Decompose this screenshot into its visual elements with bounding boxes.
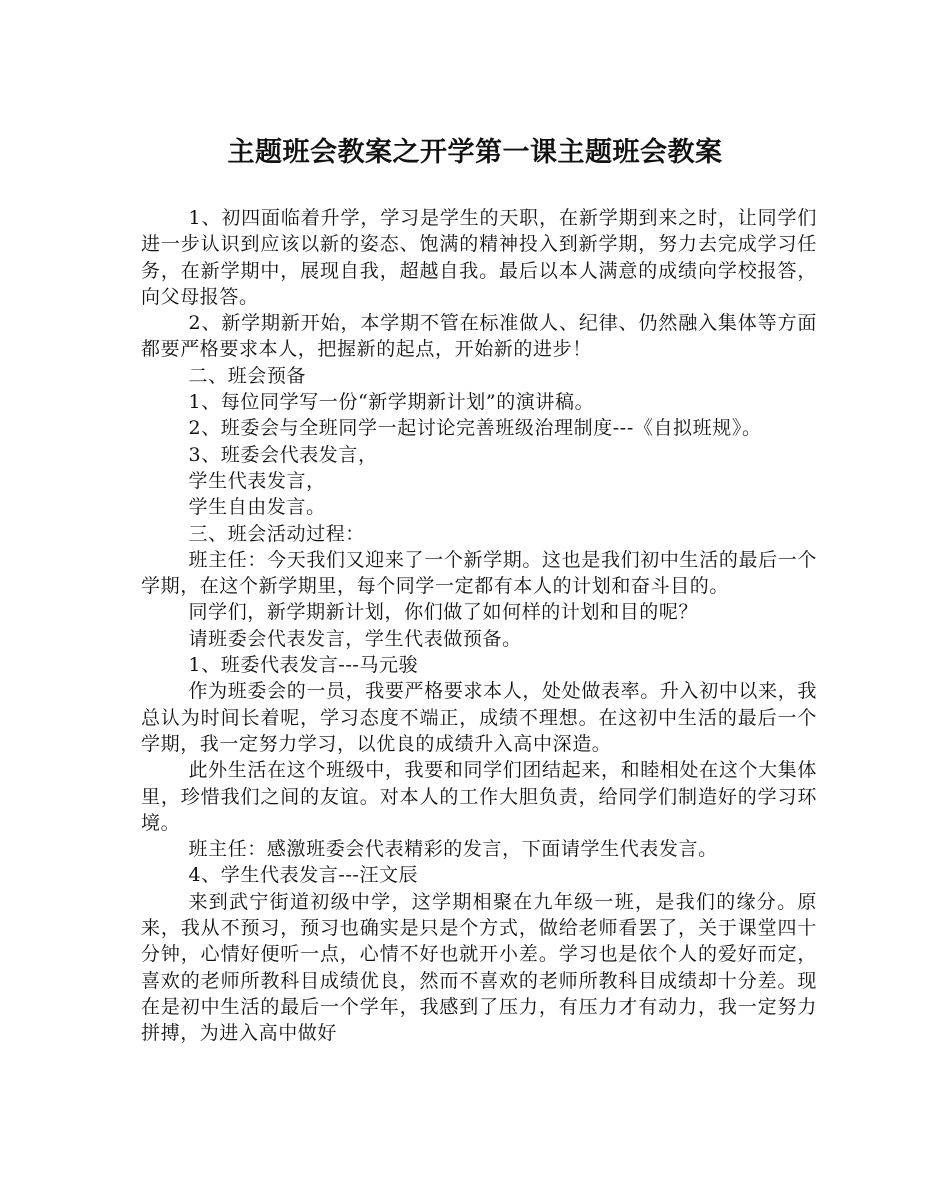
paragraph: 班主任：今天我们又迎来了一个新学期。这也是我们初中生活的最后一个学期，在这个新学期里，每个同学一定都有本人的计划和奋斗目的。 xyxy=(141,548,817,598)
paragraph: 班主任：感激班委会代表精彩的发言，下面请学生代表发言。 xyxy=(188,838,718,861)
paragraph: 学生自由发言。 xyxy=(188,496,326,519)
paragraph: 2、新学期新开始，本学期不管在标准做人、纪律、仍然融入集体等方面都要严格要求本人，把握新的起点，开始新的进步！ xyxy=(141,312,817,361)
document-title: 主题班会教案之开学第一课主题班会教案 xyxy=(227,137,723,168)
document-body xyxy=(141,205,817,1047)
section-heading: 三、班会活动过程： xyxy=(188,522,365,545)
paragraph: 4、学生代表发言---汪文辰 xyxy=(188,864,419,887)
paragraph: 请班委会代表发言，学生代表做预备。 xyxy=(188,627,522,650)
paragraph: 2、班委会与全班同学一起讨论完善班级治理制度---《自拟班规》。 xyxy=(188,417,762,440)
paragraph: 1、初四面临着升学，学习是学生的天职，在新学期到来之时，让同学们进一步认识到应该以新的姿态、饱满的精神投入到新学期，努力去完成学习任务，在新学期中，展现自我，超越自我。最后以本人满意的成绩向学校报答，向父母报答。 xyxy=(141,207,817,308)
section-heading: 二、班会预备 xyxy=(188,364,307,387)
paragraph: 1、班委代表发言---马元骏 xyxy=(188,654,419,677)
paragraph: 作为班委会的一员，我要严格要求本人，处处做表率。升入初中以来，我总认为时间长着呢，学习态度不端正，成绩不理想。在这初中生活的最后一个学期，我一定努力学习，以优良的成绩升入高中深造。 xyxy=(141,680,817,755)
paragraph: 同学们，新学期新计划，你们做了如何样的计划和目的呢？ xyxy=(188,601,699,624)
paragraph: 来到武宁街道初级中学，这学期相聚在九年级一班，是我们的缘分。原来，我从不预习，预习也确实是只是个方式，做给老师看罢了，关于课堂四十分钟，心情好便听一点，心情不好也就开小差。学习也是依个人的爱好而定，喜欢的老师所教科目成绩优良，然而不喜欢的老师所教科目成绩却十分差。现在是初中生活的最后一个学年，我感到了压力，有压力才有动力，我一定努力拼搏，为进入高中做好 xyxy=(141,890,817,1045)
paragraph: 3、班委会代表发言， xyxy=(188,443,378,466)
paragraph: 学生代表发言， xyxy=(188,469,326,492)
paragraph: 1、每位同学写一份“新学期新计划”的演讲稿。 xyxy=(188,391,595,414)
paragraph: 此外生活在这个班级中，我要和同学们团结起来，和睦相处在这个大集体里，珍惜我们之间的友谊。对本人的工作大胆负责，给同学们制造好的学习环境。 xyxy=(141,759,817,834)
